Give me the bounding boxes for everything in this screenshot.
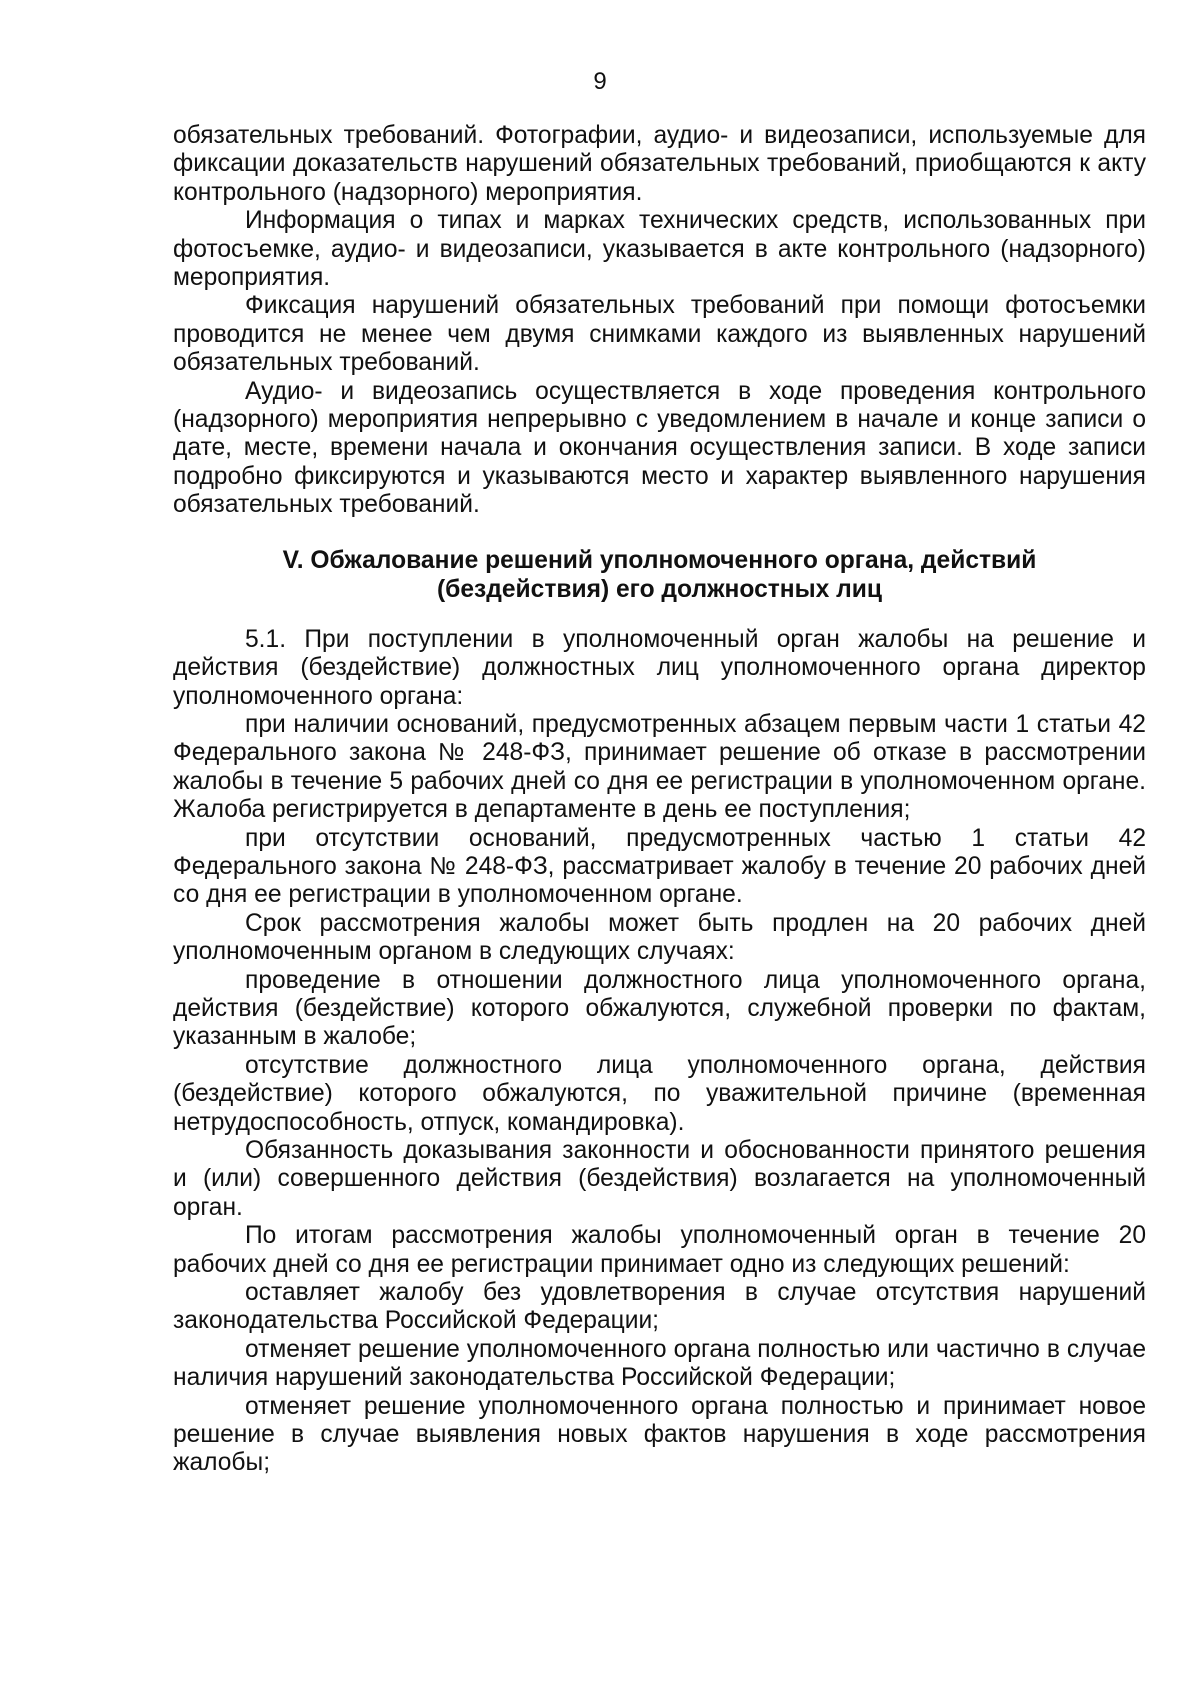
paragraph: отсутствие должностного лица уполномоченного органа, действия (бездействие) которого обжалуются, по уважительной причине (временная нетрудоспособность, отпуск, командировка). bbox=[173, 1051, 1146, 1136]
section-heading-line: V. Обжалование решений уполномоченного органа, действий bbox=[282, 546, 1037, 574]
paragraph: проведение в отношении должностного лица уполномоченного органа, действия (бездействие) которого обжалуются, служебной проверки по фактам, указанным в жалобе; bbox=[173, 966, 1146, 1051]
paragraph: Информация о типах и марках технических средств, использованных при фотосъемке, аудио- и видеозаписи, указывается в акте контрольного (надзорного) мероприятия. bbox=[173, 207, 1146, 292]
section-heading-line: (бездействия) его должностных лиц bbox=[436, 575, 883, 603]
paragraph: оставляет жалобу без удовлетворения в случае отсутствия нарушений законодательства Российской Федерации; bbox=[173, 1279, 1146, 1335]
paragraph: отменяет решение уполномоченного органа полностью или частично в случае наличия нарушений законодательства Российской Федерации; bbox=[173, 1335, 1146, 1392]
paragraph: обязательных требований. Фотографии, аудио- и видеозаписи, используемые для фиксации доказательств нарушений обязательных требований, приобщаются к акту контрольного (надзорного) мероприятия. bbox=[173, 122, 1146, 206]
paragraph: 5.1. При поступлении в уполномоченный орган жалобы на решение и действия (бездействие) должностных лиц уполномоченного органа директор уполномоченного органа: bbox=[173, 625, 1146, 710]
paragraph: Аудио- и видеозапись осуществляется в ходе проведения контрольного (надзорного) мероприятия непрерывно с уведомлением в начале и конце записи о дате, месте, времени начала и окончания осуществления записи. В ходе записи подробно фиксируются и указываются место и характер выявленного нарушения обязательных требований. bbox=[173, 377, 1146, 519]
paragraph: при наличии оснований, предусмотренных абзацем первым части 1 статьи 42 Федерального закона № 248-ФЗ, принимает решение об отказе в рассмотрении жалобы в течение 5 рабочих дней со дня ее регистрации в уполномоченном органе. Жалоба регистрируется в департаменте в день ее поступления; bbox=[173, 710, 1146, 824]
paragraph: По итогам рассмотрения жалобы уполномоченный орган в течение 20 рабочих дней со дня ее регистрации принимает одно из следующих решений: bbox=[173, 1222, 1146, 1278]
paragraph: Обязанность доказывания законности и обоснованности принятого решения и (или) совершенного действия (бездействия) возлагается на уполномоченный орган. bbox=[173, 1137, 1146, 1221]
document-body bbox=[173, 122, 1146, 1478]
paragraph: при отсутствии оснований, предусмотренных частью 1 статьи 42 Федерального закона № 248-ФЗ, рассматривает жалобу в течение 20 рабочих дней со дня ее регистрации в уполномоченном органе. bbox=[173, 824, 1146, 909]
section-heading bbox=[173, 546, 1146, 604]
paragraph: Срок рассмотрения жалобы может быть продлен на 20 рабочих дней уполномоченным органом в следующих случаях: bbox=[173, 909, 1146, 966]
paragraph: Фиксация нарушений обязательных требований при помощи фотосъемки проводится не менее чем двумя снимками каждого из выявленных нарушений обязательных требований. bbox=[173, 292, 1146, 377]
page-number: 9 bbox=[593, 68, 607, 95]
paragraph: отменяет решение уполномоченного органа полностью и принимает новое решение в случае выявления новых фактов нарушения в ходе рассмотрения жалобы; bbox=[173, 1392, 1146, 1477]
